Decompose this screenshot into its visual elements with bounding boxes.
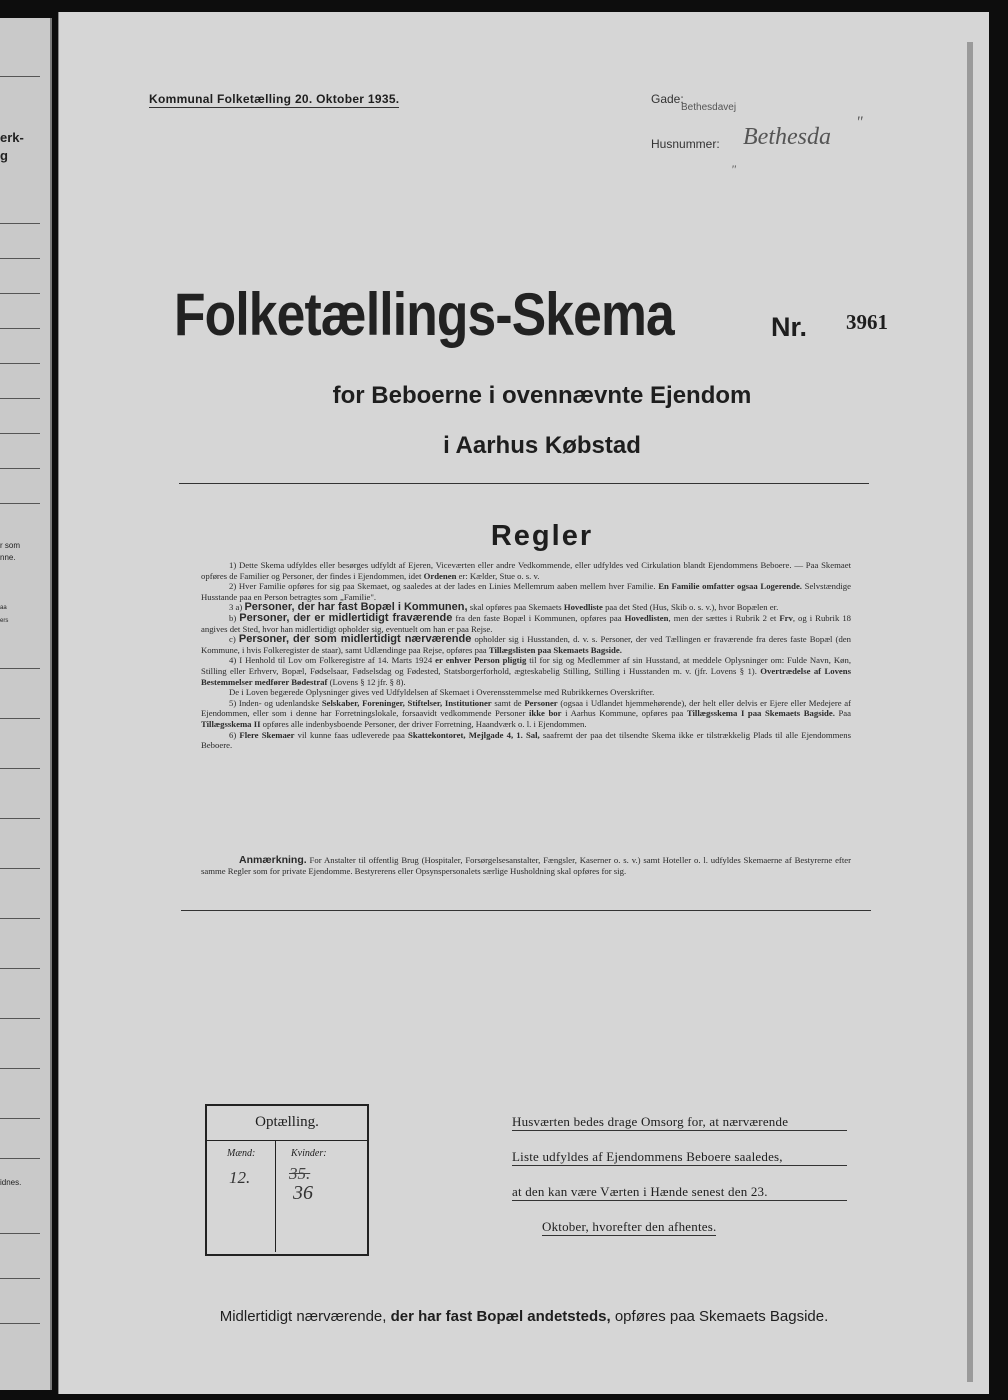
gade-label: Gade: — [651, 92, 684, 106]
rules-body — [201, 560, 851, 751]
left-rule — [0, 1233, 40, 1234]
rule-3c: c) Personer, der som midlertidigt nærværende opholder sig i Husstanden, d. v. s. Personer, der ved Tællingen er fraværende fra deres faste Bopæl (den Kommune, i hvis Folkeregister de staar), samt Udlændinge paa Rejse, opføres paa Tillægslisten paa Skemaets Bagside. — [201, 633, 851, 655]
left-text-fragment: nne. — [0, 553, 16, 562]
rule-6: 6) Flere Skemaer vil kunne faas udleverede paa Skattekontoret, Mejlgade 4, 1. Sal, saafremt der paa det tilsendte Skema ikke er tilstrækkelig Plads til alle Ejendommens Beboere. — [201, 729, 851, 751]
left-rule — [0, 668, 40, 669]
footer-note: Midlertidigt nærværende, der har fast Bopæl andetsteds, opføres paa Skemaets Bagside. — [219, 1308, 829, 1325]
women-label: Kvinder: — [291, 1148, 327, 1159]
left-rule — [0, 1118, 40, 1119]
left-text-fragment: aa — [0, 605, 7, 611]
form-number: 3961 — [846, 310, 888, 334]
husnummer-label: Husnummer: — [651, 137, 720, 151]
annotation-label: Anmærkning. — [239, 854, 307, 866]
left-rule — [0, 1278, 40, 1279]
men-label: Mænd: — [227, 1148, 256, 1159]
husnummer-value: Bethesda — [743, 124, 831, 150]
divider — [181, 910, 871, 911]
left-rule — [0, 223, 40, 224]
ditto-mark: " — [856, 114, 863, 131]
left-rule — [0, 1323, 40, 1324]
left-rule — [0, 1018, 40, 1019]
left-text-fragment: idnes. — [0, 1178, 22, 1187]
left-text-fragment: erk- — [0, 130, 24, 145]
census-form-page — [58, 12, 989, 1394]
left-rule — [0, 768, 40, 769]
count-rule — [207, 1140, 367, 1141]
form-subtitle: for Beboerne i ovennævnte Ejendom — [332, 382, 752, 409]
count-title: Optælling. — [255, 1114, 319, 1130]
left-text-fragment: g — [0, 148, 8, 163]
left-rule — [0, 968, 40, 969]
left-rule — [0, 433, 40, 434]
women-count: 36 — [293, 1182, 313, 1204]
landlord-note-line: Husværten bedes drage Omsorg for, at nærværende — [512, 1114, 847, 1131]
annotation-note: Anmærkning. For Anstalter til offentlig Brug (Hospitaler, Forsørgelsesanstalter, Fængsler, Kaserner o. s. v.) samt Hoteller o. l. udfyldes Skemaerne af Bestyrerne efter samme Regler som for private Ejendomme. Bestyrerens eller Opsynspersonalets særlige Husholdning skal opføres for sig. — [201, 854, 851, 876]
left-rule — [0, 258, 40, 259]
left-rule — [0, 868, 40, 869]
left-page-fragment — [0, 18, 52, 1390]
form-location: i Aarhus Købstad — [443, 432, 641, 459]
left-rule — [0, 818, 40, 819]
divider — [179, 483, 869, 484]
men-count: 12. — [229, 1168, 251, 1187]
form-number-label: Nr. — [771, 312, 808, 342]
rule-4-note: De i Loven begærede Oplysninger gives ved Udfyldelsen af Skemaet i Overensstemmelse med Rubrikkernes Overskrifter. — [229, 687, 655, 698]
page-edge — [967, 42, 973, 1382]
ditto-mark: " — [731, 162, 737, 176]
rule-4: 4) I Henhold til Lov om Folkeregistre af 14. Marts 1924 er enhver Person pligtig til for sig og Medlemmer af sin Husstand, at meddele Oplysninger om: Fulde Navn, Køn, Stilling eller Erhverv, Bopæl, Fødselsaar, Fødselsdag og Fødested, Statsborgerforhold, ægteskabelig Stilling, Stilling i Husstanden m. v. (jfr. Lovens § 1). Overtrædelse af Lovens Bestemmelser medfører Bødestraf (Lovens § 12 jfr. § 8). — [201, 655, 851, 687]
left-rule — [0, 503, 40, 504]
left-rule — [0, 363, 40, 364]
left-rule — [0, 328, 40, 329]
count-divider — [275, 1140, 276, 1252]
left-rule — [0, 398, 40, 399]
rule-3b: b) Personer, der er midlertidigt fraværende fra den faste Bopæl i Kommunen, opføres paa Hovedlisten, men der sættes i Rubrik 2 et Frv, og i Rubrik 18 angives det Sted, hvor han midlertidigt opholder sig, eventuelt om han er paa Rejse. — [201, 611, 852, 634]
census-header-title: Kommunal Folketælling 20. Oktober 1935. — [149, 92, 400, 106]
left-rule — [0, 1158, 40, 1159]
left-rule — [0, 76, 40, 77]
landlord-note-line: at den kan være Værten i Hænde senest den 23. — [512, 1184, 847, 1201]
left-rule — [0, 293, 40, 294]
women-count-struck: 35. — [289, 1164, 311, 1183]
landlord-note-line: Liste udfyldes af Ejendommens Beboere saaledes, — [512, 1149, 847, 1166]
rule-3a: 3 a) Personer, der har fast Bopæl i Kommunen, skal opføres paa Skemaets Hovedliste paa det Sted (Hus, Skib o. s. v.), hvor Bopælen er. — [229, 601, 779, 614]
rules-heading: Regler — [490, 520, 594, 552]
rule-2: 2) Hver Familie opføres for sig paa Skemaet, og saaledes at der lades en Linies Mellemrum aaben mellem hver Familie. En Familie omfatter ogsaa Logerende. Selvstændige Husstande paa en Person betragtes som „Familie". — [201, 581, 851, 602]
count-box — [205, 1104, 369, 1256]
left-rule — [0, 468, 40, 469]
landlord-note-line: Oktober, hvorefter den afhentes. — [542, 1219, 717, 1234]
rule-5: 5) Inden- og udenlandske Selskaber, Foreninger, Stiftelser, Institutioner samt de Personer (ogsaa i Udlandet hjemmehørende), der helt eller delvis er Ejere eller Medejere af Ejendommen, eller som i denne har Forretningslokale, forsaavidt vedkommende Personer ikke bor i Aarhus Kommune, opføres paa Tillægsskema I paa Skemaets Bagside. Paa Tillægsskema II opføres alle indenbysboende Personer, der driver Forretning, Haandværk o. l. i Ejendommen. — [201, 697, 852, 729]
left-text-fragment: ers — [0, 618, 9, 624]
left-rule — [0, 918, 40, 919]
rule-1: 1) Dette Skema udfyldes eller besørges udfyldt af Ejeren, Viceværten eller andre Vedkommende, eller udfyldes ved Cirkulation blandt Ejendommens Beboere. — Paa Skemaet opføres de Familier og Personer, der findes i Ejendommen, idet Ordenen er: Kælder, Stue o. s. v. — [201, 560, 851, 581]
left-text-fragment: r som — [0, 541, 20, 550]
left-rule — [0, 1068, 40, 1069]
form-title: Folketællings-Skema — [174, 281, 674, 348]
gade-value: Bethesdavej — [681, 102, 737, 113]
left-rule — [0, 718, 40, 719]
